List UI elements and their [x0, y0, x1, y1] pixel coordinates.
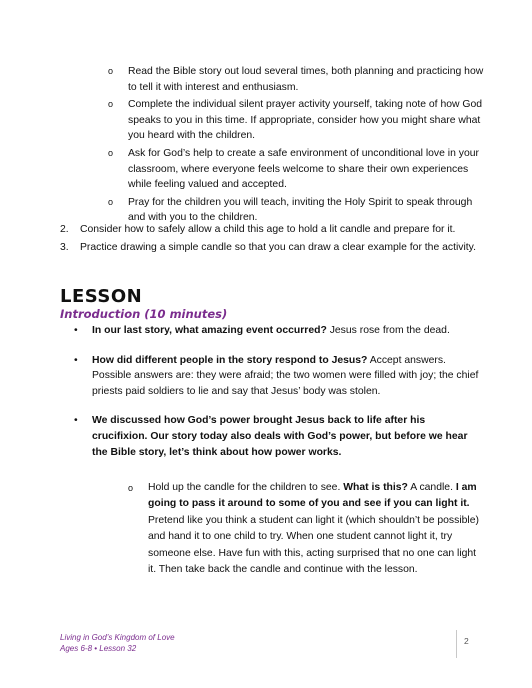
instruction-text: Hold up the candle for the children to see.: [148, 482, 344, 493]
list-item: [70, 353, 480, 400]
list-marker: o: [108, 66, 114, 76]
page-number: 2: [464, 636, 469, 646]
answer-text: Accept answers. Possible answers are: they were afraid; the two women were filled with joy; the chief priests paid soldiers to lie and say that Jesus’ body was stolen.: [92, 354, 479, 397]
list-item: [108, 64, 488, 95]
footer-title: Living in God’s Kingdom of Love: [60, 633, 175, 642]
statement-text: We discussed how God’s power brought Jesus back to life after his crucifixion. Our story today also deals with God’s power, but before we hear the Bible story, let’s think about how power works.: [92, 415, 468, 458]
bullet-icon: •: [74, 415, 78, 427]
footer-divider: [456, 630, 457, 658]
list-item-text: Pray for the children you will teach, inviting the Holy Spirit to speak through and with you to the children.: [128, 196, 473, 224]
bullet-icon: •: [74, 354, 78, 366]
list-item-text: Read the Bible story out loud several times, both planning and practicing how to tell it with interest and enthusiasm.: [128, 66, 484, 93]
list-marker: o: [108, 147, 114, 158]
preparation-sublist: [108, 64, 488, 228]
question-text: In our last story, what amazing event occurred?: [92, 325, 327, 336]
list-item-text: Practice drawing a simple candle so that you can draw a clear example for the activity.: [80, 241, 476, 253]
question-text: How did different people in the story respond to Jesus?: [92, 354, 368, 366]
footer: [60, 632, 175, 654]
introduction-bullets: [70, 323, 480, 474]
list-marker: o: [108, 196, 114, 207]
statement-text: I am going to pass it around to some of you and see if you can light it.: [148, 482, 477, 510]
question-text: What is this?: [343, 482, 408, 493]
list-item: [60, 222, 480, 238]
lesson-heading: LESSON: [60, 286, 143, 307]
list-item-text: Complete the individual silent prayer activity yourself, taking note of how God speaks to you in this time. If appropriate, consider how you might share what you heard with the children.: [128, 99, 483, 142]
list-item-text: Consider how to safely allow a child this age to hold a lit candle and prepare for it.: [80, 224, 456, 235]
preparation-numbered-list: [60, 222, 480, 257]
list-number: 3.: [60, 241, 69, 253]
list-item: [108, 146, 488, 193]
answer-text: Jesus rose from the dead.: [326, 325, 450, 336]
list-item: [60, 240, 480, 256]
instruction-text: Pretend like you think a student can light it (which shouldn’t be possible) and hand it to one child to try. When one student cannot light it, try someone else. Have fun with this, acting surprised that no one can light it. Then take back the candle and continue with the lesson.: [148, 514, 479, 576]
instruction-text: A candle.: [407, 482, 456, 493]
bullet-icon: •: [74, 325, 78, 336]
introduction-heading: Introduction (10 minutes): [60, 307, 228, 321]
list-item: [70, 413, 480, 460]
candle-activity: [128, 480, 483, 578]
list-item: [70, 323, 480, 339]
footer-subtitle: Ages 6-8 • Lesson 32: [60, 644, 137, 653]
list-item: [108, 97, 488, 144]
list-item: [128, 480, 483, 578]
list-number: 2.: [60, 224, 69, 235]
list-marker: o: [128, 483, 134, 493]
list-item-text: Ask for God’s help to create a safe environment of unconditional love in your classroom, where everyone feels welcome to share their own experiences while feeling valued and accepted.: [128, 147, 479, 191]
list-marker: o: [108, 99, 114, 110]
